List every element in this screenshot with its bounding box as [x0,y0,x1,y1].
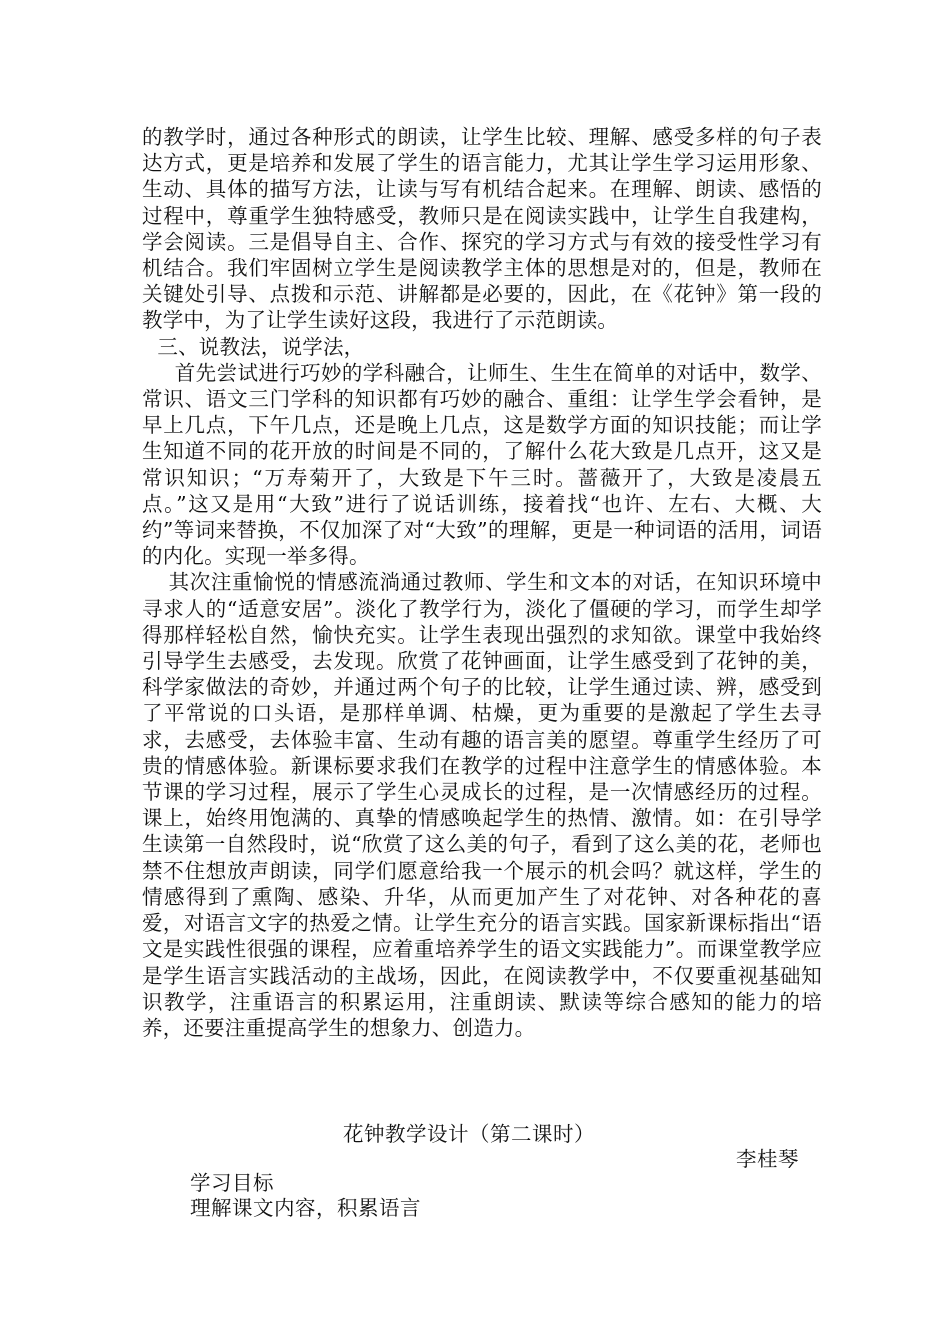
paragraph-reading-methods: 的教学时，通过各种形式的朗读，让学生比较、理解、感受多样的句子表达方式，更是培养和发展了学生的语言能力，尤其让学生学习运用形象、生动、具体的描写方法，让读与写有机结合起来。在理解、朗读、感悟的过程中，尊重学生独特感受，教师只是在阅读实践中，让学生自我建构，学会阅读。三是倡导自主、合作、探究的学习方式与有效的接受性学习有机结合。我们牢固树立学生是阅读教学主体的思想是对的，但是，教师在关键处引导、点拨和示范、讲解都是必要的，因此，在《花钟》第一段的教学中，为了让学生读好这段，我进行了示范朗读。 [142,125,822,333]
body-text [142,124,822,1041]
paragraph-heading-teaching-methods: 三、说教法，说学法， [157,334,365,359]
lesson-title: 花钟教学设计（第二课时） [343,1122,595,1146]
paragraph-subject-integration: 首先尝试进行巧妙的学科融合，让师生、生生在简单的对话中，数学、常识、语文三门学科的知识都有巧妙的融合、重组：让学生学会看钟，是早上几点，下午几点，还是晚上几点，这是数学方面的知识技能；而让学生知道不同的花开放的时间是不同的，了解什么花大致是几点开，这又是常识知识；“万寿菊开了，大致是下午三时。蔷薇开了，大致是凌晨五点。”这又是用“大致”进行了说话训练，接着找“也许、左右、大概、大约”等词来替换，不仅加深了对“大致”的理解，更是一种词语的活用，词语的内化。实现一举多得。 [142,360,822,569]
paragraph-emotional-experience: 其次注重愉悦的情感流淌通过教师、学生和文本的对话，在知识环境中寻求人的“适意安居”。淡化了教学行为，淡化了僵硬的学习，而学生却学得那样轻松自然，愉快充实。让学生表现出强烈的求知欲。课堂中我始终引导学生去感受，去发现。欣赏了花钟画面，让学生感受到了花钟的美，科学家做法的奇妙，并通过两个句子的比较，让学生通过读、辨，感受到了平常说的口头语，是那样单调、枯燥，更为重要的是激起了学生去寻求，去感受，去体验丰富、生动有趣的语言美的愿望。尊重学生经历了可贵的情感体验。新课标要求我们在教学的过程中注意学生的情感体验。本节课的学习过程，展示了学生心灵成长的过程，是一次情感经历的过程。课上，始终用饱满的、真挚的情感唤起学生的热情、激情。如：在引导学生读第一自然段时，说“欣赏了这么美的句子，看到了这么美的花，老师也禁不住想放声朗读，同学们愿意给我一个展示的机会吗？就这样，学生的情感得到了熏陶、感染、升华，从而更加产生了对花钟、对各种花的喜爱，对语言文字的热爱之情。让学生充分的语言实践。国家新课标指出“语文是实践性很强的课程，应着重培养学生的语文实践能力”。而课堂教学应是学生语言实践活动的主战场，因此，在阅读教学中，不仅要重视基础知识教学，注重语言的积累运用，注重朗读、默读等综合感知的能力的培养，还要注重提高学生的想象力、创造力。 [142,570,822,1040]
section-heading-objectives: 学习目标 [190,1171,274,1195]
author-name: 李桂琴 [736,1147,799,1171]
objective-line: 理解课文内容，积累语言 [190,1196,421,1220]
